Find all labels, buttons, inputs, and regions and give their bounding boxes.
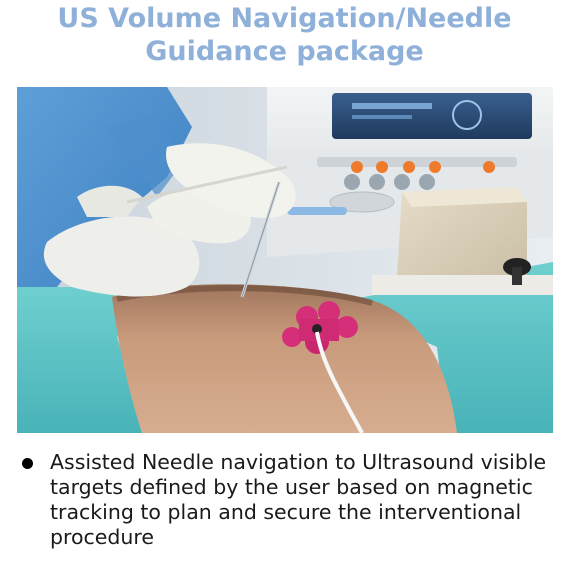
feature-list-item xyxy=(20,450,565,550)
page-title xyxy=(0,2,569,68)
procedure-photo-illustration xyxy=(17,87,553,433)
page-title-line-1: US Volume Navigation/Needle xyxy=(57,3,512,34)
feature-list-item-text: Assisted Needle navigation to Ultrasound visible targets defined by the user based on magnetic tracking to plan and secure the interventional procedure xyxy=(50,450,547,549)
feature-list xyxy=(20,450,565,550)
page-title-line-2: Guidance package xyxy=(145,36,424,67)
bullet-dot-icon xyxy=(22,458,33,469)
procedure-photo xyxy=(17,87,553,433)
